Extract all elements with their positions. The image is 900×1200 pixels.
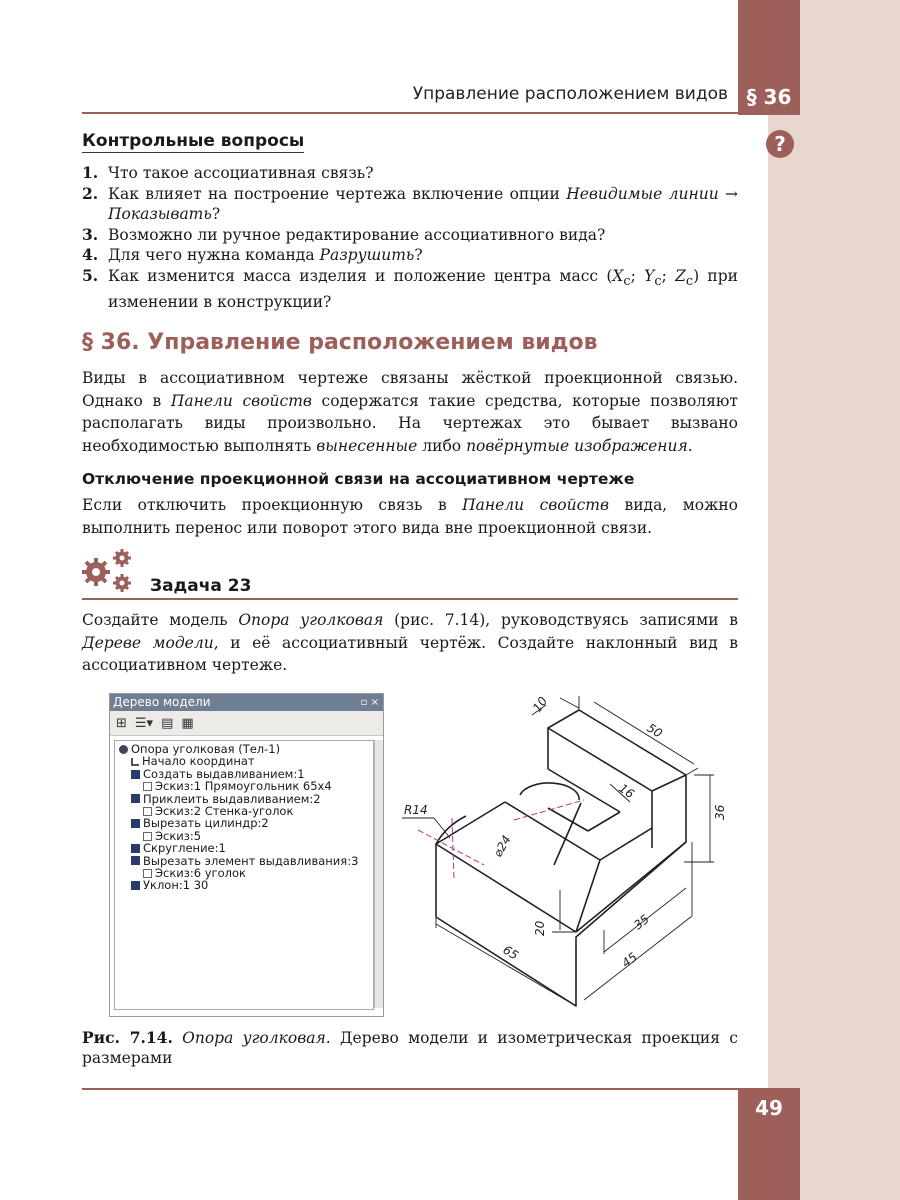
model-tree-list: [115, 741, 373, 892]
sketch-icon: [143, 869, 152, 878]
model-tree-titlebar: Дерево модели ▫ ×: [110, 694, 383, 711]
tree-item[interactable]: [115, 842, 373, 854]
notch-edge-1: [548, 769, 620, 812]
question-3: 3. Возможно ли ручное редактирование ассоциативного вида?: [82, 224, 606, 244]
base-front-edge: [436, 844, 576, 932]
dim-16: 16: [616, 780, 637, 802]
figure-caption: Рис. 7.14. Опора уголковая. Дерево модели и изометрическая проекция с размерами: [82, 1028, 738, 1067]
axis-line-3: [514, 800, 584, 820]
paragraph-intro: Виды в ассоциативном чертеже связаны жёсткой проекционной связью. Однако в Панели свойств содержатся такие средства, которые позволяют располагать виды произвольно. На чертежах это бывает вызвано необходимостью выполнять вынесенные либо повёрнутые изображения.: [82, 369, 738, 455]
header-rule: [82, 112, 738, 114]
wall-edge-2: [652, 775, 686, 791]
dim-20: 20: [533, 920, 547, 936]
fillet-icon: [131, 844, 140, 853]
tree-item-label: Скругление:1: [143, 841, 226, 856]
draft-icon: [131, 881, 140, 890]
tree-item[interactable]: [115, 817, 373, 829]
tree-item-label: Вырезать элемент выдавливания:3: [143, 853, 359, 868]
list-filter-icon[interactable]: ☰▾: [134, 715, 154, 731]
notch-edge-2: [588, 812, 620, 831]
cylinder-cut: [520, 783, 579, 800]
dim-50: 50: [644, 720, 665, 741]
copy-icon[interactable]: ▦: [181, 715, 194, 731]
dim-35: 35: [631, 911, 652, 933]
task-title: Задача 23: [150, 576, 252, 596]
isometric-drawing: [394, 690, 738, 1012]
tree-item-label: Вырезать цилиндр:2: [143, 816, 269, 831]
origin-icon: [131, 758, 139, 766]
question-icon: ?: [766, 130, 794, 158]
notch-edge-3: [548, 808, 588, 831]
document-icon[interactable]: ▤: [161, 715, 174, 731]
cut-icon: [131, 856, 140, 865]
section-tab-label: § 36: [746, 85, 792, 109]
tree-view-icon[interactable]: ⊞: [116, 715, 127, 731]
control-questions-title: Контрольные вопросы: [82, 131, 305, 151]
tree-item[interactable]: [115, 780, 373, 792]
footer-rule: [82, 1088, 738, 1090]
dim-10: 10: [529, 694, 551, 715]
tree-item-label: Эскиз:5: [155, 828, 202, 843]
extrude-icon: [131, 770, 140, 779]
dim-r14: R14: [404, 803, 428, 817]
model-tree-panel: [109, 693, 384, 1017]
control-questions-list: [82, 163, 738, 313]
question-4: 4. Для чего нужна команда Разрушить?: [82, 245, 423, 264]
section-heading: § 36. Управление расположением видов: [82, 330, 598, 355]
question-2: 2. Как влияет на построение чертежа включение опции Невидимые линии → Показывать?: [82, 183, 738, 223]
tree-item[interactable]: [115, 755, 373, 767]
scrollbar[interactable]: [374, 740, 383, 1008]
cut-icon: [131, 819, 140, 828]
extrude-icon: [131, 794, 140, 803]
tree-item-label: Уклон:1 30: [143, 878, 209, 893]
tree-item-label: Эскиз:2 Стенка-уголок: [155, 804, 294, 819]
page-number: 49: [755, 1096, 783, 1120]
sketch-icon: [143, 832, 152, 841]
model-tree-toolbar: [110, 711, 383, 736]
tree-item-label: Эскиз:6 уголок: [155, 866, 246, 881]
paragraph-disable-link: Если отключить проекционную связь в Панели свойств вида, можно выполнить перенос или поворот этого вида вне проекционной связи.: [82, 496, 739, 537]
dim-45: 45: [619, 949, 640, 971]
tree-item-label: Начало координат: [142, 754, 255, 769]
subheading: Отключение проекционной связи на ассоциативном чертеже: [82, 470, 635, 488]
tree-item[interactable]: [115, 879, 373, 891]
task-rule: [82, 598, 738, 600]
page-number-tab: [738, 1088, 800, 1200]
fillet-arc: [436, 816, 466, 844]
tree-item-label: Создать выдавливанием:1: [143, 766, 305, 781]
base-top-outline: [436, 710, 686, 1006]
model-tree-body: [114, 740, 374, 1010]
paragraph-task: Создайте модель Опора уголковая (рис. 7.14), руководствуясь записями в Дереве модели, и её ассоциативный чертёж. Создайте наклонный вид в ассоциативном чертеже.: [82, 611, 738, 674]
tree-item-label: Приклеить выдавливанием:2: [143, 791, 321, 806]
running-header: Управление расположением видов: [412, 84, 728, 104]
slope-edge-3: [600, 828, 652, 860]
dim-65: 65: [500, 942, 521, 963]
sketch-icon: [143, 782, 152, 791]
sketch-icon: [143, 807, 152, 816]
part-icon: [119, 745, 128, 754]
wall-edge-1: [548, 728, 652, 791]
question-5: 5. Как изменится масса изделия и положение центра масс ($X_c$; $Y_c$; $Z_c$) при изменении в конструкции?: [82, 265, 738, 312]
window-buttons[interactable]: ▫ ×: [360, 697, 379, 708]
question-1: 1. Что такое ассоциативная связь?: [82, 163, 374, 182]
dim-d24: ⌀24: [490, 833, 514, 860]
tree-item-label: Опора уголковая (Тел-1): [131, 742, 281, 756]
margin-strip: [768, 0, 900, 1200]
tree-item-label: Эскиз:1 Прямоугольник 65x4: [155, 779, 332, 794]
gears-icon: [80, 548, 140, 594]
section-tab: [738, 0, 800, 115]
dim-36: 36: [713, 804, 727, 820]
